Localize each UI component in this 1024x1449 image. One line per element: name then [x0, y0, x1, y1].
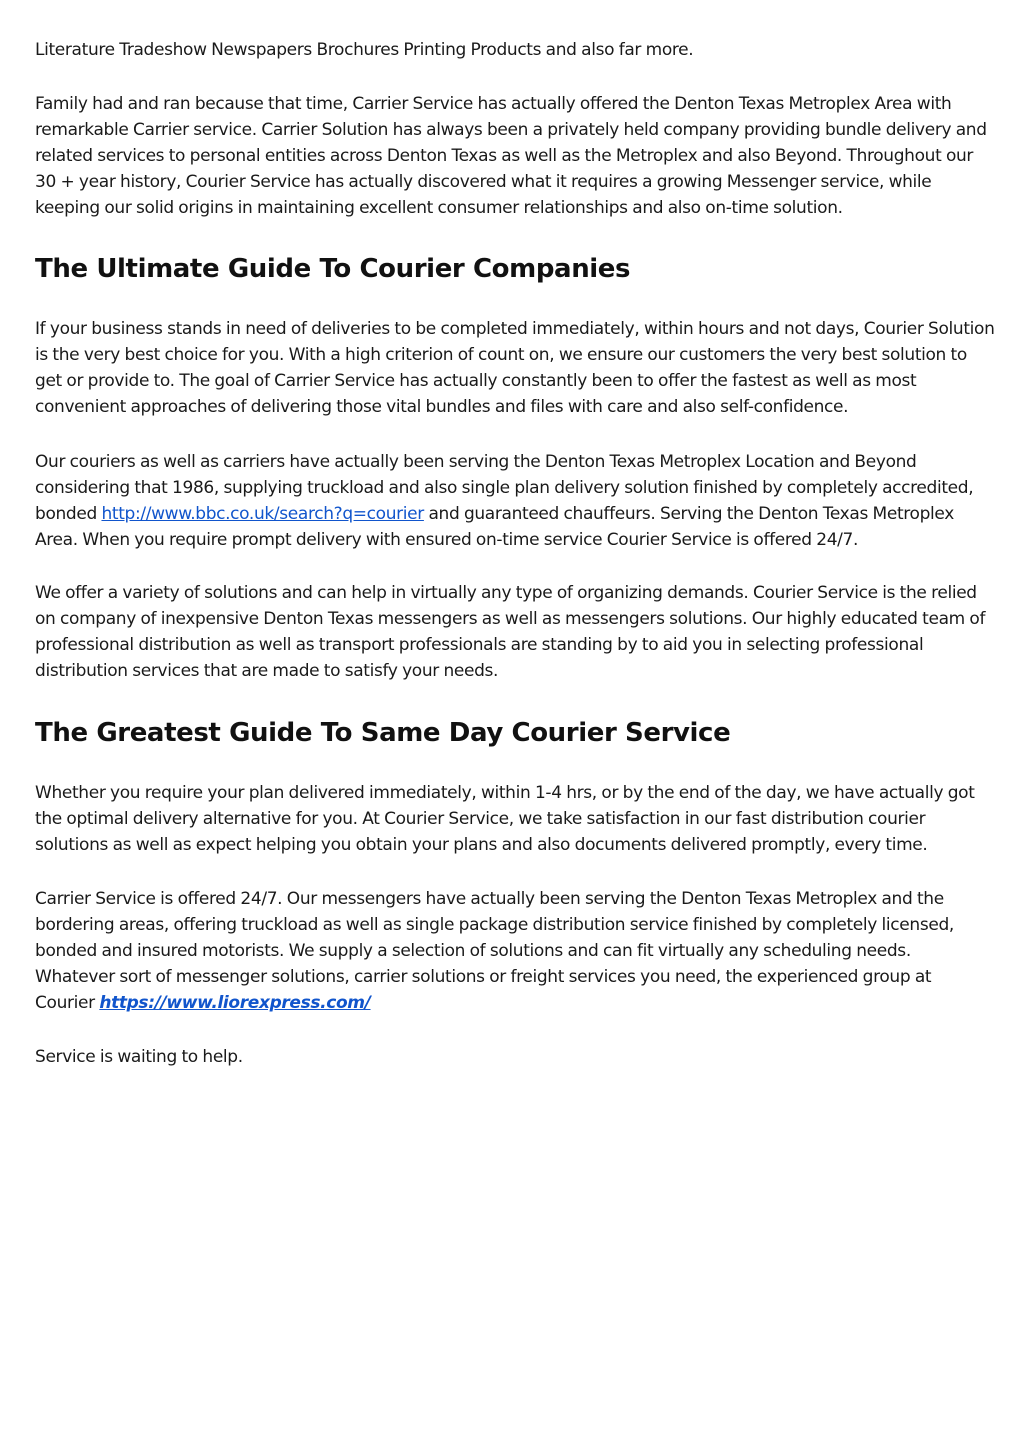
- couriers-text-before: Our couriers as well as carriers have actually been serving the Denton Texas Metroplex Location and Beyond considering that 1986, supplying truckload and also single plan delivery solution finished by completely accredited, bonded: [35, 452, 974, 524]
- section-heading-ultimate-guide: The Ultimate Guide To Courier Companies: [35, 254, 631, 284]
- intro-line: Literature Tradeshow Newspapers Brochures Printing Products and also far more.: [35, 40, 694, 60]
- same-day-paragraph: Whether you require your plan delivered immediately, within 1-4 hrs, or by the end of the day, we have actually got the optimal delivery alternative for you. At Courier Service, we take satisfaction in our fast distribution courier solutions as well as expect helping you obtain your plans and also documents delivered promptly, every time.: [35, 783, 975, 855]
- deliveries-paragraph: If your business stands in need of deliveries to be completed immediately, within hours and not days, Courier Solution is the very best choice for you. With a high criterion of count on, we ensure our customers the very best solution to get or provide to. The goal of Carrier Service has actually constantly been to offer the fastest as well as most convenient approaches of delivering those vital bundles and files with care and also self-confidence.: [35, 319, 995, 417]
- carrier-text-before: Carrier Service is offered 24/7. Our messengers have actually been serving the Denton Texas Metroplex and the bordering areas, offering truckload as well as single package distribution service finished by completely licensed, bonded and insured motorists. We supply a selection of solutions and can fit virtually any scheduling needs. Whatever sort of messenger solutions, carrier solutions or freight services you need, the experienced group at Courier: [35, 889, 954, 1013]
- liorexpress-link[interactable]: https://www.liorexpress.com/: [99, 993, 371, 1013]
- section-heading-greatest-guide: The Greatest Guide To Same Day Courier Service: [35, 718, 731, 748]
- couriers-text-after: and guaranteed chauffeurs. Serving the Denton Texas Metroplex Area. When you require prompt delivery with ensured on-time service Courier Service is offered 24/7.: [35, 504, 954, 550]
- bbc-search-link[interactable]: http://www.bbc.co.uk/search?q=courier: [101, 504, 424, 524]
- couriers-paragraph: [35, 449, 995, 553]
- carrier-service-paragraph: [35, 886, 995, 1016]
- history-paragraph: Family had and ran because that time, Carrier Service has actually offered the Denton Texas Metroplex Area with remarkable Carrier service. Carrier Solution has always been a privately held company providing bundle delivery and related services to personal entities across Denton Texas as well as the Metroplex and also Beyond. Throughout our 30 + year history, Courier Service has actually discovered what it requires a growing Messenger service, while keeping our solid origins in maintaining excellent consumer relationships and also on-time solution.: [35, 94, 987, 218]
- closing-line: Service is waiting to help.: [35, 1047, 243, 1067]
- solutions-paragraph: We offer a variety of solutions and can help in virtually any type of organizing demands. Courier Service is the relied on company of inexpensive Denton Texas messengers as well as messengers solutions. Our highly educated team of professional distribution as well as transport professionals are standing by to aid you in selecting professional distribution services that are made to satisfy your needs.: [35, 583, 986, 681]
